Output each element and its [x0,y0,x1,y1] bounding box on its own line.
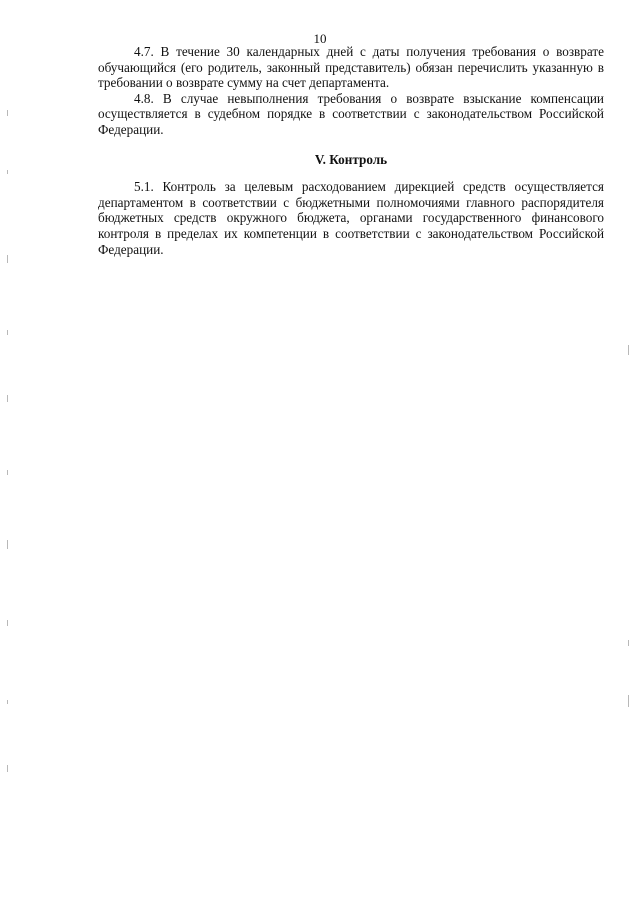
page-number: 10 [313,31,327,46]
left-margin-scan-marks [6,0,10,905]
paragraph-4-7: 4.7. В течение 30 календарных дней с даты получения требования о возврате обучающийся (его родитель, законный представитель) обязан перечислить указанную в требовании о возврате сумму на счет департамента. [98,44,604,91]
paragraph-4-8: 4.8. В случае невыполнения требования о возврате взыскание компенсации осуществляется в судебном порядке в соответствии с законодательством Российской Федерации. [98,90,604,137]
document-body [98,44,604,257]
paragraph-5-1: 5.1. Контроль за целевым расходованием дирекцией средств осуществляется департаментом в соответствии с бюджетными полномочиями главного распорядителя бюджетных средств окружного бюджета, органами государственного финансового контроля в пределах их компетенции в соответствии с законодательством Российской Федерации. [98,179,604,257]
right-margin-scan-marks [627,0,631,905]
section-5-heading: V. Контроль [314,151,388,167]
